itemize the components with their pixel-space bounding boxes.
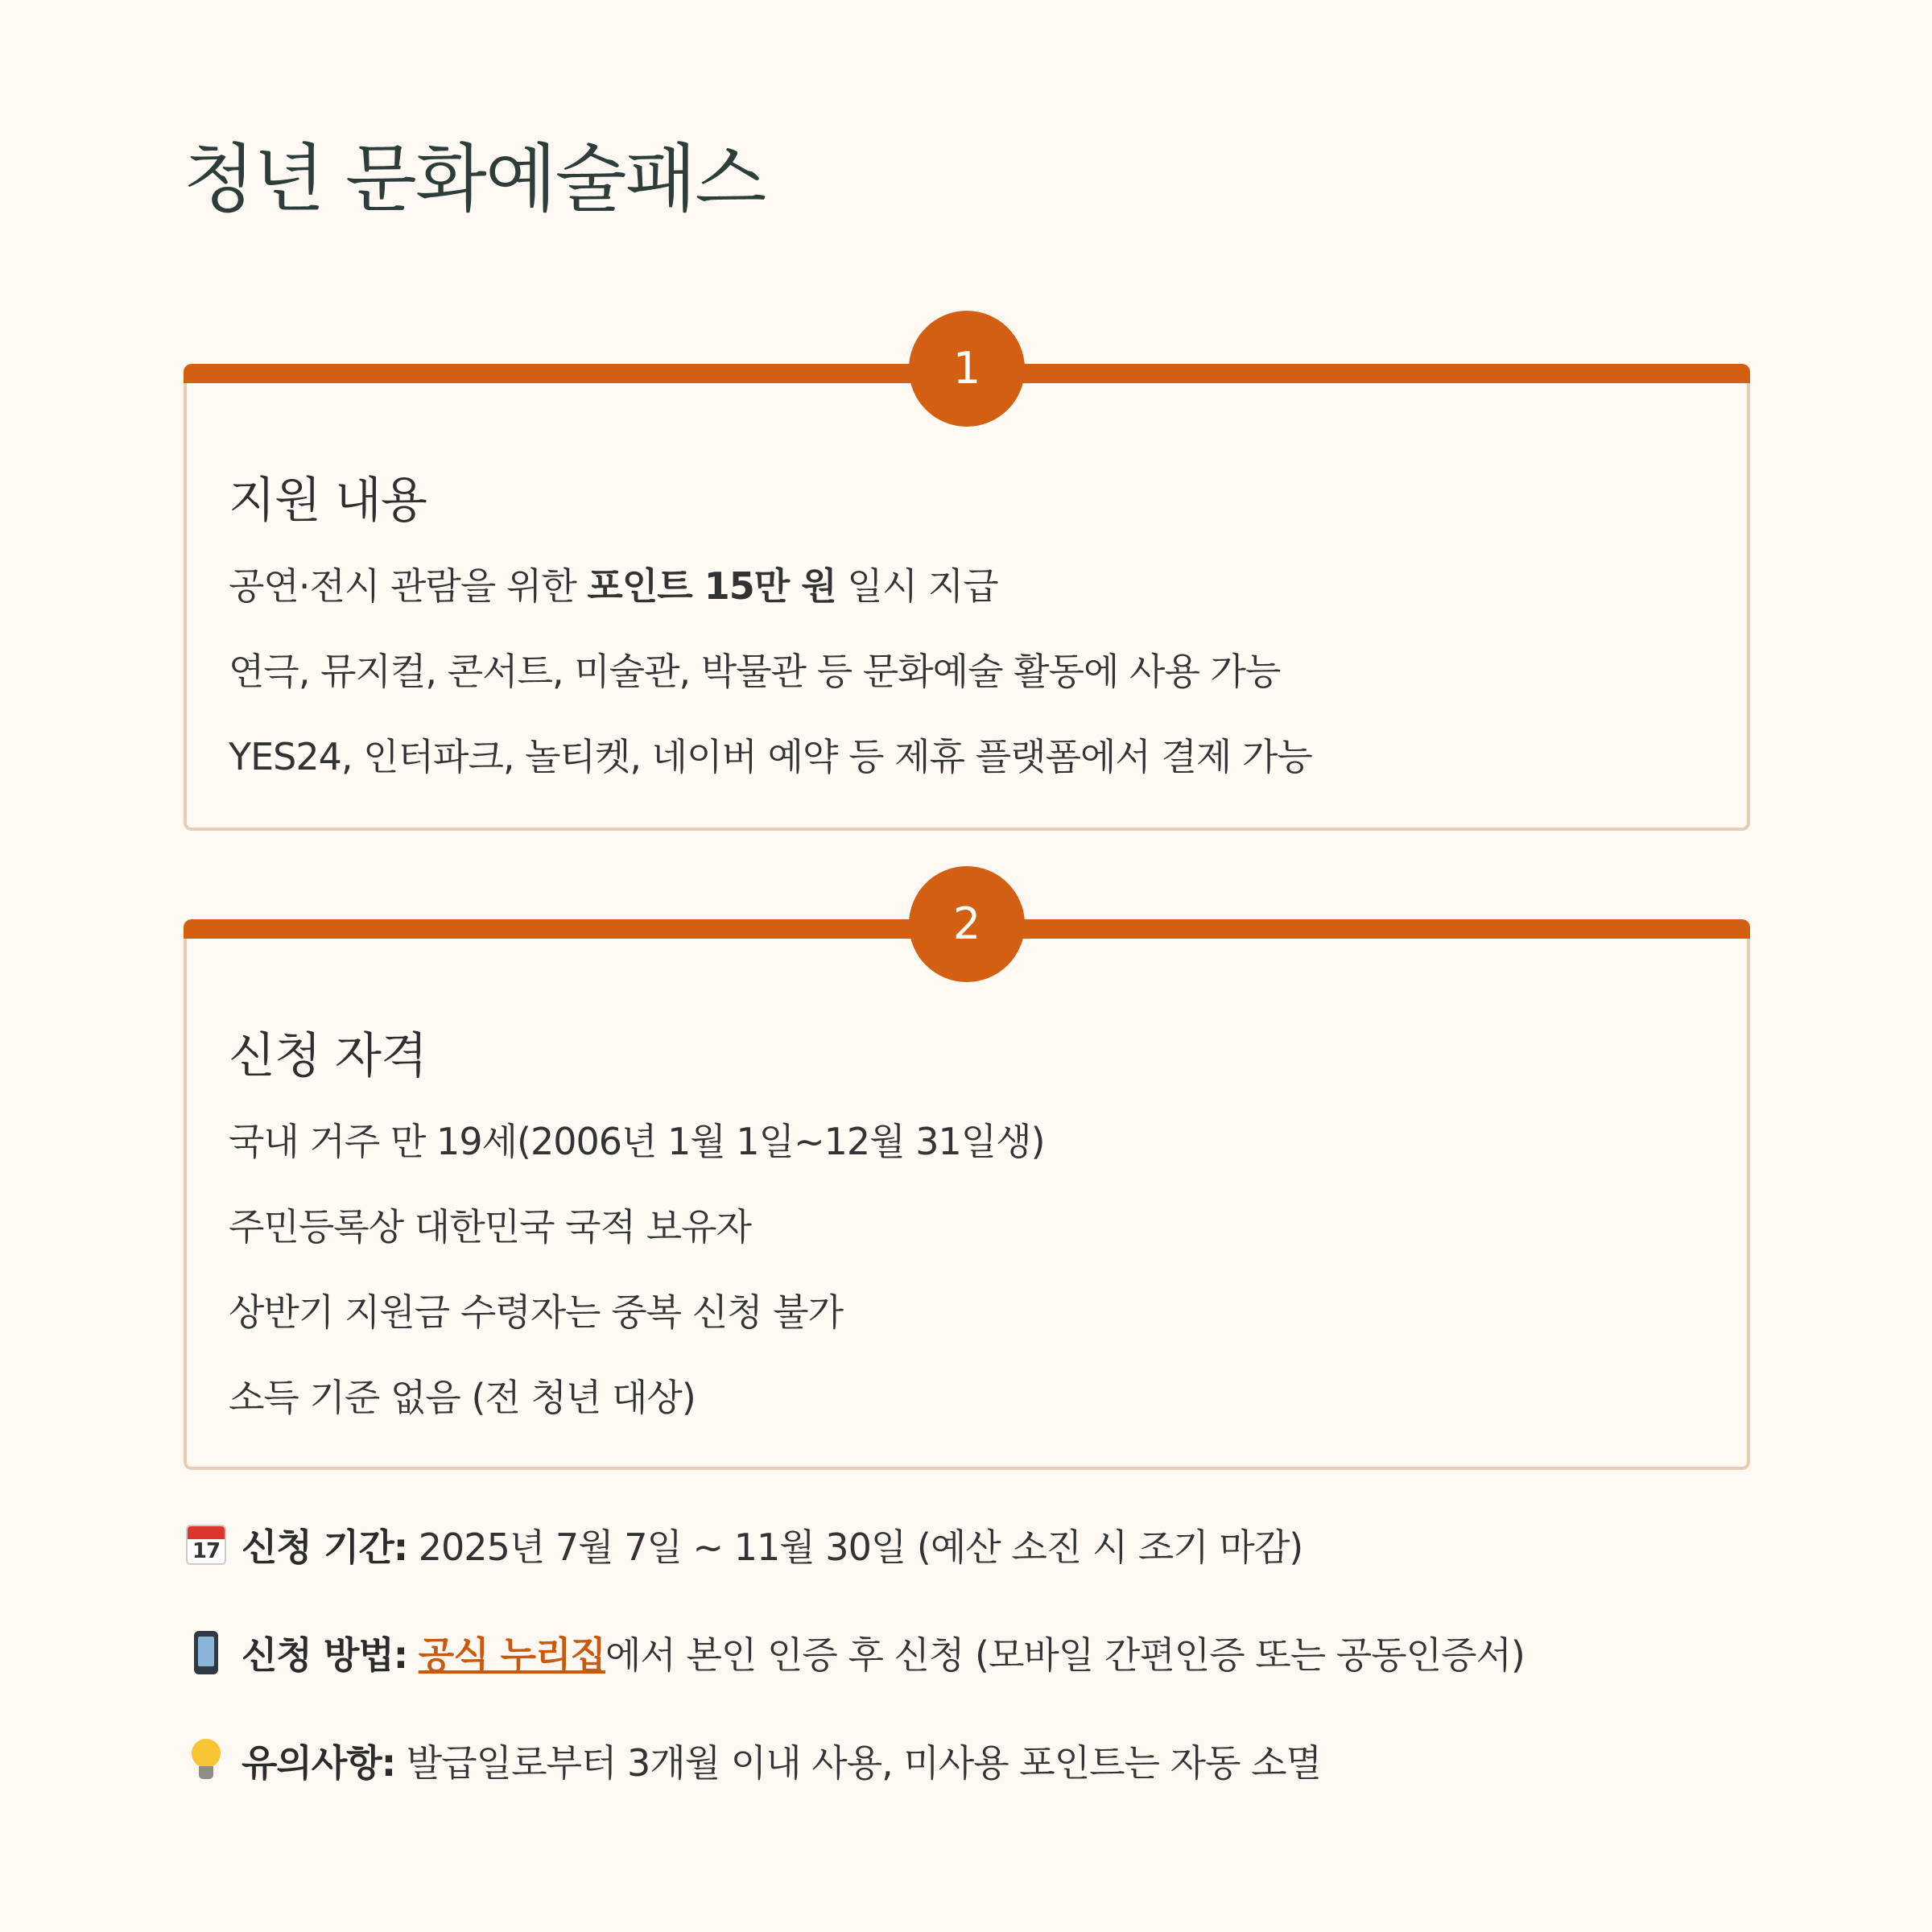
notice-label: 유의사항: [242, 1741, 396, 1785]
official-site-link[interactable]: 공식 누리집 [418, 1633, 605, 1677]
page-title: 청년 문화예술패스 [184, 136, 766, 222]
support-content-card [184, 343, 1750, 831]
section-line: YES24, 인터파크, 놀티켓, 네이버 예약 등 제휴 플랫폼에서 결제 가능 [229, 735, 1312, 778]
highlight-amount: 포인트 15만 원 [587, 564, 836, 608]
mobile-phone-icon [184, 1631, 229, 1677]
notice [184, 1734, 1321, 1787]
section-heading: 지원 내용 [229, 473, 427, 529]
section-line: 연극, 뮤지컬, 콘서트, 미술관, 박물관 등 문화예술 활동에 사용 가능 [229, 650, 1281, 693]
line-text: 일시 지급 [836, 564, 998, 608]
method-label: 신청 방법: [242, 1633, 408, 1677]
line-text: 공연·전시 관람을 위한 [229, 564, 588, 608]
eligibility-card [184, 898, 1750, 1470]
calendar-icon: 17 [184, 1525, 229, 1569]
section-line: 소득 기준 없음 (전 청년 대상) [229, 1376, 696, 1419]
application-period [184, 1518, 1302, 1571]
light-bulb-icon [184, 1739, 229, 1785]
section-heading: 신청 자격 [229, 1028, 427, 1084]
application-method [184, 1626, 1525, 1679]
section-line: 주민등록상 대한민국 국적 보유자 [229, 1205, 751, 1249]
period-label: 신청 기간: [242, 1525, 408, 1569]
step-number-badge: 2 [909, 866, 1025, 982]
step-number-badge: 1 [909, 311, 1025, 427]
section-line [229, 557, 998, 610]
section-line: 국내 거주 만 19세(2006년 1월 1일~12월 31일생) [229, 1120, 1045, 1163]
period-text: 2025년 7월 7일 ~ 11월 30일 (예산 소진 시 조기 마감) [407, 1525, 1303, 1569]
section-line: 상반기 지원금 수령자는 중복 신청 불가 [229, 1290, 844, 1334]
notice-text: 발급일로부터 3개월 이내 사용, 미사용 포인트는 자동 소멸 [395, 1741, 1322, 1785]
method-text: 에서 본인 인증 후 신청 (모바일 간편인증 또는 공동인증서) [605, 1633, 1525, 1677]
